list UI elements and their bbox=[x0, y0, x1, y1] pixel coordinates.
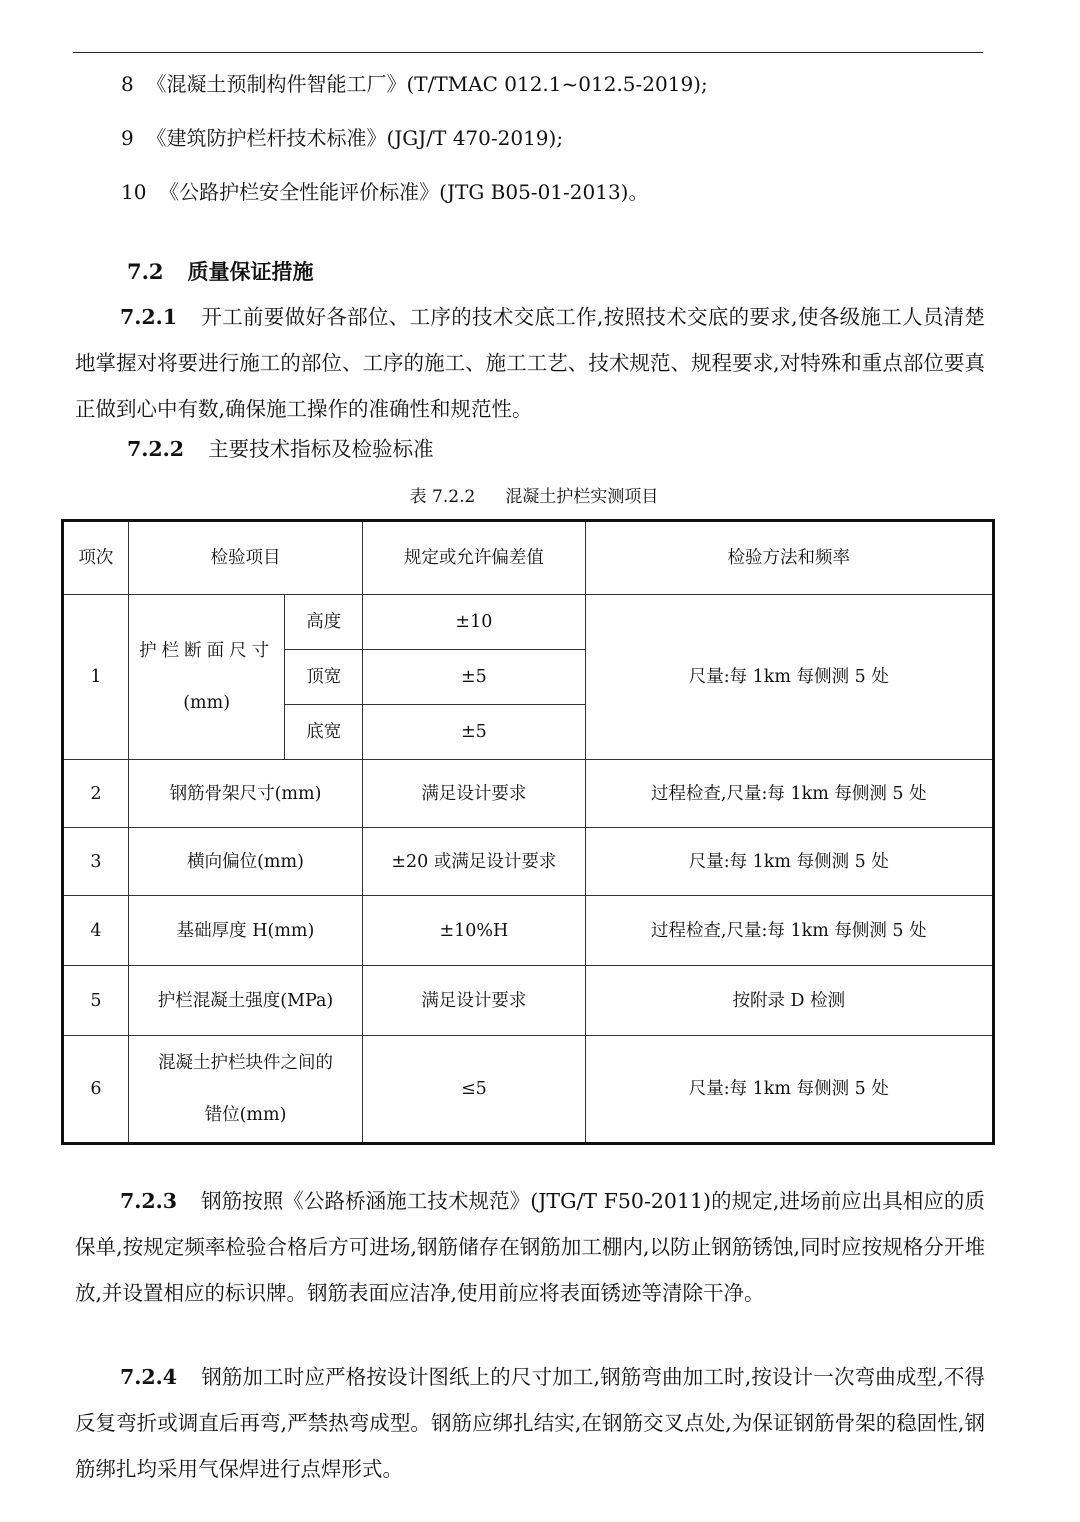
header-tolerance: 规定或允许偏差值 bbox=[363, 521, 585, 595]
row-item: 横向偏位(mm) bbox=[128, 828, 362, 896]
reference-number: 8 bbox=[121, 72, 134, 96]
section-title: 质量保证措施 bbox=[187, 259, 314, 284]
clause-number: 7.2.3 bbox=[120, 1189, 178, 1213]
table-caption-title: 混凝土护栏实测项目 bbox=[505, 487, 659, 507]
clause-text: 钢筋按照《公路桥涵施工技术规范》(JTG/T F50-2011)的规定,进场前应出具相应的质保单,按规定频率检验合格后方可进场,钢筋储存在钢筋加工棚内,以防止钢筋锈蚀,同时应按规格分开堆放,并设置相应的标识牌。钢筋表面应洁净,使用前应将表面锈迹等清除干净。 bbox=[75, 1189, 985, 1305]
clause-number: 7.2.4 bbox=[120, 1365, 178, 1389]
row-item: 钢筋骨架尺寸(mm) bbox=[128, 760, 362, 828]
item-line: 错位(mm) bbox=[204, 1105, 287, 1125]
row-index: 5 bbox=[63, 966, 129, 1036]
reference-number: 10 bbox=[121, 180, 147, 204]
table-row bbox=[63, 595, 994, 650]
header-rule bbox=[73, 52, 983, 53]
row-index: 1 bbox=[63, 595, 129, 760]
row-index: 4 bbox=[63, 896, 129, 966]
row-tolerance: ±5 bbox=[363, 705, 585, 760]
reference-number: 9 bbox=[121, 126, 134, 150]
reference-text: 《公路护栏安全性能评价标准》(JTG B05-01-2013)。 bbox=[159, 180, 649, 204]
row-tolerance: ±5 bbox=[363, 650, 585, 705]
inspection-table bbox=[61, 519, 995, 1145]
section-number: 7.2 bbox=[127, 259, 164, 284]
row-index: 2 bbox=[63, 760, 129, 828]
table-row bbox=[63, 896, 994, 966]
table-row bbox=[63, 828, 994, 896]
row-tolerance: ±20 或满足设计要求 bbox=[363, 828, 585, 896]
reference-item bbox=[121, 68, 708, 97]
table-row bbox=[63, 1036, 994, 1144]
row-method: 尺量:每 1km 每侧测 5 处 bbox=[585, 828, 993, 896]
clause-7-2-3 bbox=[75, 1178, 985, 1316]
clause-title: 主要技术指标及检验标准 bbox=[208, 437, 434, 461]
table-caption-number: 表 7.2.2 bbox=[409, 487, 476, 507]
reference-text: 《建筑防护栏杆技术标准》(JGJ/T 470-2019); bbox=[146, 126, 564, 150]
clause-number: 7.2.1 bbox=[120, 305, 178, 329]
row-index: 6 bbox=[63, 1036, 129, 1144]
clause-7-2-2-heading bbox=[127, 432, 434, 462]
table-row bbox=[63, 760, 994, 828]
row-tolerance: ±10 bbox=[363, 595, 585, 650]
row-tolerance: 满足设计要求 bbox=[363, 966, 585, 1036]
table-row bbox=[63, 966, 994, 1036]
reference-text: 《混凝土预制构件智能工厂》(T/TMAC 012.1~012.5-2019); bbox=[146, 72, 708, 96]
clause-7-2-4 bbox=[75, 1354, 985, 1492]
row-item: 护栏混凝土强度(MPa) bbox=[128, 966, 362, 1036]
row-item: 基础厚度 H(mm) bbox=[128, 896, 362, 966]
row-method: 尺量:每 1km 每侧测 5 处 bbox=[585, 595, 993, 760]
header-item: 检验项目 bbox=[128, 521, 362, 595]
row-method: 尺量:每 1km 每侧测 5 处 bbox=[585, 1036, 993, 1144]
row-method: 过程检查,尺量:每 1km 每侧测 5 处 bbox=[585, 896, 993, 966]
clause-7-2-1 bbox=[75, 294, 985, 432]
header-index: 项次 bbox=[63, 521, 129, 595]
table-header-row bbox=[63, 521, 994, 595]
clause-text: 钢筋加工时应严格按设计图纸上的尺寸加工,钢筋弯曲加工时,按设计一次弯曲成型,不得反复弯折或调直后再弯,严禁热弯成型。钢筋应绑扎结实,在钢筋交叉点处,为保证钢筋骨架的稳固性,钢筋绑扎均采用气保焊进行点焊形式。 bbox=[75, 1365, 985, 1481]
row-method: 过程检查,尺量:每 1km 每侧测 5 处 bbox=[585, 760, 993, 828]
row-item bbox=[128, 1036, 362, 1144]
row-item bbox=[128, 595, 285, 760]
row-index: 3 bbox=[63, 828, 129, 896]
sub-item: 顶宽 bbox=[285, 650, 363, 705]
table-caption bbox=[0, 482, 1068, 507]
reference-item bbox=[121, 122, 563, 151]
row-tolerance: 满足设计要求 bbox=[363, 760, 585, 828]
clause-number: 7.2.2 bbox=[127, 437, 185, 461]
item-line: 混凝土护栏块件之间的 bbox=[158, 1053, 334, 1073]
item-line: (mm) bbox=[183, 693, 231, 713]
header-method: 检验方法和频率 bbox=[585, 521, 993, 595]
row-tolerance: ≤5 bbox=[363, 1036, 585, 1144]
sub-item: 底宽 bbox=[285, 705, 363, 760]
section-heading bbox=[127, 256, 314, 286]
sub-item: 高度 bbox=[285, 595, 363, 650]
reference-item bbox=[121, 176, 648, 205]
row-tolerance: ±10%H bbox=[363, 896, 585, 966]
item-line: 护栏断面尺寸 bbox=[139, 641, 275, 661]
clause-text: 开工前要做好各部位、工序的技术交底工作,按照技术交底的要求,使各级施工人员清楚地掌握对将要进行施工的部位、工序的施工、施工工艺、技术规范、规程要求,对特殊和重点部位要真正做到心中有数,确保施工操作的准确性和规范性。 bbox=[75, 305, 985, 421]
row-method: 按附录 D 检测 bbox=[585, 966, 993, 1036]
